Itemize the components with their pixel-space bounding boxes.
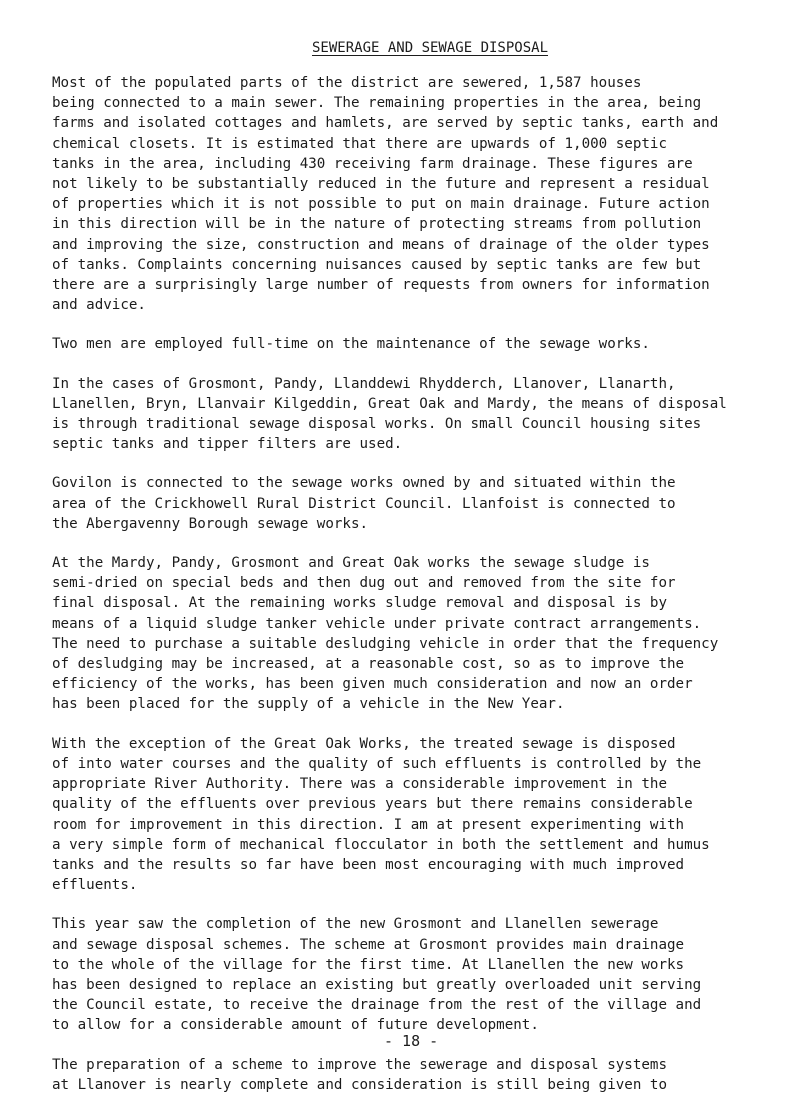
text-line: tanks in the area, including 430 receiving farm drainage. These figures are (52, 155, 693, 172)
text-line: The preparation of a scheme to improve the sewerage and disposal systems (52, 1056, 667, 1073)
paragraph (52, 73, 797, 315)
text-line: and improving the size, construction and means of drainage of the older types (52, 236, 710, 253)
text-line: This year saw the completion of the new Grosmont and Llanellen sewerage (52, 916, 659, 933)
text-line: means of a liquid sludge tanker vehicle under private contract arrangements. (52, 615, 702, 632)
text-line: the Council estate, to receive the drainage from the rest of the village and (52, 997, 702, 1014)
text-line: effluents. (52, 877, 138, 894)
paragraph (52, 374, 797, 455)
text-line: area of the Crickhowell Rural District Council. Llanfoist is connected to (52, 495, 676, 512)
text-line: has been designed to replace an existing but greatly overloaded unit serving (52, 976, 702, 993)
text-line: The need to purchase a suitable desludging vehicle in order that the frequency (52, 635, 719, 652)
text-line: semi-dried on special beds and then dug out and removed from the site for (52, 575, 676, 592)
text-line: and sewage disposal schemes. The scheme at Grosmont provides main drainage (52, 936, 685, 953)
text-line: of desludging may be increased, at a reasonable cost, so as to improve the (52, 656, 685, 673)
text-line: chemical closets. It is estimated that there are upwards of 1,000 septic (52, 135, 667, 152)
text-line: at Llanover is nearly complete and consideration is still being given to (52, 1076, 667, 1093)
page-number: - 18 - (384, 1032, 439, 1050)
text-line: to the whole of the village for the first time. At Llanellen the new works (52, 956, 685, 973)
text-line: efficiency of the works, has been given much consideration and now an order (52, 676, 693, 693)
paragraph (52, 334, 797, 354)
text-line: appropriate River Authority. There was a considerable improvement in the (52, 776, 667, 793)
text-line: Most of the populated parts of the district are sewered, 1,587 houses (52, 75, 642, 91)
text-line: room for improvement in this direction. I am at present experimenting with (52, 816, 685, 833)
text-line: Govilon is connected to the sewage works owned by and situated within the (52, 475, 676, 492)
body-text (52, 73, 797, 1114)
text-line: has been placed for the supply of a vehicle in the New Year. (52, 696, 565, 713)
text-line: the Abergavenny Borough sewage works. (52, 515, 369, 532)
text-line: is through traditional sewage disposal works. On small Council housing sites (52, 416, 702, 433)
text-line: and advice. (52, 297, 146, 314)
paragraph (52, 473, 797, 534)
text-line: At the Mardy, Pandy, Grosmont and Great Oak works the sewage sludge is (52, 555, 650, 572)
text-line: tanks and the results so far have been most encouraging with much improved (52, 856, 685, 873)
page-title: SEWERAGE AND SEWAGE DISPOSAL (312, 40, 549, 56)
paragraph (52, 734, 797, 896)
text-line: in this direction will be in the nature of protecting streams from pollution (52, 216, 702, 233)
text-line: With the exception of the Great Oak Works, the treated sewage is disposed (52, 735, 676, 752)
text-line: of tanks. Complaints concerning nuisances caused by septic tanks are few but (52, 256, 702, 273)
text-line: septic tanks and tipper filters are used. (52, 436, 403, 453)
text-line: of properties which it is not possible to put on main drainage. Future action (52, 196, 710, 213)
text-line: Llanellen, Bryn, Llanvair Kilgeddin, Great Oak and Mardy, the means of disposal (52, 395, 727, 412)
paragraph (52, 553, 797, 715)
text-line: of into water courses and the quality of such effluents is controlled by the (52, 755, 702, 772)
text-line: Two men are employed full-time on the maintenance of the sewage works. (52, 336, 650, 353)
text-line: to allow for a considerable amount of future development. (52, 1017, 539, 1034)
paragraph (52, 914, 797, 1035)
text-line: quality of the effluents over previous years but there remains considerable (52, 796, 693, 813)
paragraph (52, 1055, 797, 1095)
text-line: farms and isolated cottages and hamlets, are served by septic tanks, earth and (52, 115, 719, 132)
text-line: there are a surprisingly large number of requests from owners for information (52, 277, 710, 294)
text-line: In the cases of Grosmont, Pandy, Llanddewi Rhydderch, Llanover, Llanarth, (52, 375, 676, 392)
text-line: being connected to a main sewer. The remaining properties in the area, being (52, 95, 702, 112)
text-line: not likely to be substantially reduced in the future and represent a residual (52, 176, 710, 193)
text-line: a very simple form of mechanical flocculator in both the settlement and humus (52, 836, 710, 853)
text-line: final disposal. At the remaining works sludge removal and disposal is by (52, 595, 667, 612)
